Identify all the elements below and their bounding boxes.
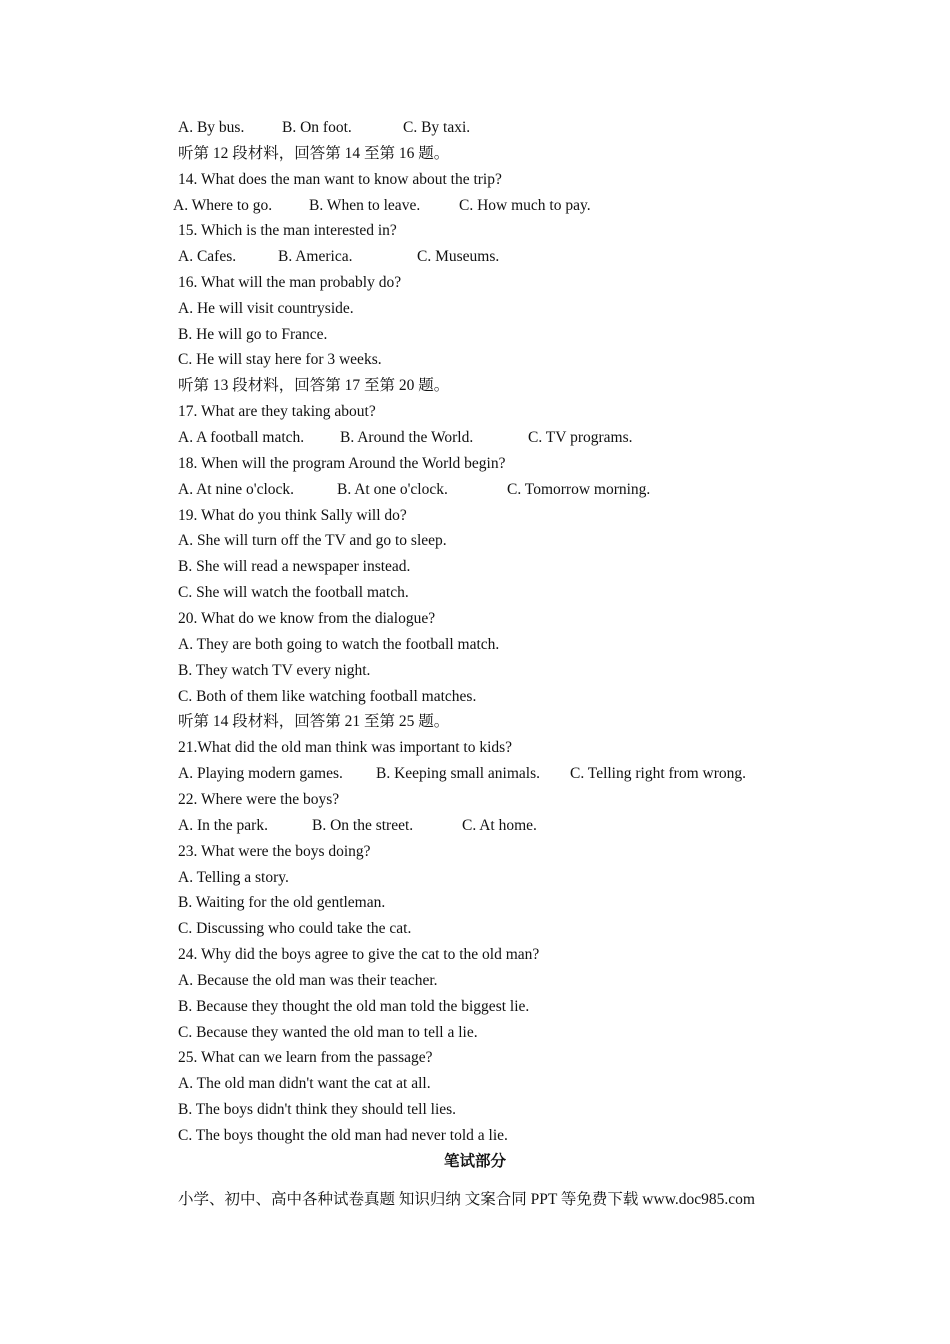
- written-section-heading: 笔试部分: [443, 1153, 506, 1170]
- section-14-instruction: 听第 14 段材料，回答第 21 至第 25 题。: [178, 713, 450, 730]
- option-b: B. At one o'clock.: [337, 481, 448, 498]
- option-b: B. On the street.: [312, 817, 414, 834]
- q19-option-a: A. She will turn off the TV and go to sleep.: [178, 532, 447, 549]
- q14-options: [173, 196, 591, 216]
- q16-option-a: A. He will visit countryside.: [178, 300, 354, 317]
- option-b: B. When to leave.: [309, 197, 421, 214]
- option-a: A. A football match.: [178, 429, 305, 446]
- option-a: A. By bus.: [178, 119, 245, 136]
- q23-option-a: A. Telling a story.: [178, 869, 289, 886]
- question-14: 14. What does the man want to know about the trip?: [178, 171, 502, 188]
- q24-option-b: B. Because they thought the old man told the biggest lie.: [178, 998, 530, 1015]
- question-23: 23. What were the boys doing?: [178, 843, 371, 860]
- option-c: C. Tomorrow morning.: [507, 481, 651, 498]
- option-b: B. America.: [278, 248, 353, 265]
- option-a: A. In the park.: [178, 817, 268, 834]
- q23-option-c: C. Discussing who could take the cat.: [178, 920, 412, 937]
- question-21: 21.What did the old man think was important to kids?: [178, 739, 513, 756]
- option-c: C. How much to pay.: [459, 197, 591, 214]
- question-25: 25. What can we learn from the passage?: [178, 1049, 433, 1066]
- section-13-instruction: 听第 13 段材料，回答第 17 至第 20 题。: [178, 377, 450, 394]
- q25-option-b: B. The boys didn't think they should tell lies.: [178, 1101, 457, 1118]
- option-c: C. TV programs.: [528, 429, 633, 446]
- q17-options: [178, 428, 633, 448]
- q16-option-c: C. He will stay here for 3 weeks.: [178, 351, 382, 368]
- option-c: C. Telling right from wrong.: [570, 765, 747, 782]
- option-b: B. On foot.: [282, 119, 352, 136]
- footer-download-note: 小学、初中、高中各种试卷真题 知识归纳 文案合同 PPT 等免费下载 www.doc985.com: [178, 1191, 755, 1208]
- question-22: 22. Where were the boys?: [178, 791, 340, 808]
- question-16: 16. What will the man probably do?: [178, 274, 402, 291]
- q25-option-a: A. The old man didn't want the cat at all.: [178, 1075, 431, 1092]
- question-18: 18. When will the program Around the World begin?: [178, 455, 506, 472]
- q23-option-b: B. Waiting for the old gentleman.: [178, 894, 386, 911]
- option-b: B. Keeping small animals.: [376, 765, 541, 782]
- question-17: 17. What are they taking about?: [178, 403, 376, 420]
- question-24: 24. Why did the boys agree to give the cat to the old man?: [178, 946, 540, 963]
- question-19: 19. What do you think Sally will do?: [178, 507, 407, 524]
- question-15: 15. Which is the man interested in?: [178, 222, 397, 239]
- q18-options: [178, 480, 651, 500]
- q15-options: [178, 247, 500, 267]
- q22-options: [178, 816, 537, 836]
- section-12-instruction: 听第 12 段材料，回答第 14 至第 16 题。: [178, 145, 450, 162]
- question-20: 20. What do we know from the dialogue?: [178, 610, 436, 627]
- option-a: A. Where to go.: [173, 197, 273, 214]
- option-a: A. At nine o'clock.: [178, 481, 295, 498]
- option-c: C. At home.: [462, 817, 537, 834]
- q19-option-b: B. She will read a newspaper instead.: [178, 558, 411, 575]
- q20-option-c: C. Both of them like watching football matches.: [178, 688, 477, 705]
- option-a: A. Cafes.: [178, 248, 237, 265]
- option-c: C. By taxi.: [403, 119, 471, 136]
- option-b: B. Around the World.: [340, 429, 474, 446]
- q20-option-a: A. They are both going to watch the football match.: [178, 636, 500, 653]
- q21-options: [178, 764, 747, 784]
- q19-option-c: C. She will watch the football match.: [178, 584, 409, 601]
- q16-option-b: B. He will go to France.: [178, 326, 328, 343]
- q24-option-a: A. Because the old man was their teacher.: [178, 972, 438, 989]
- q24-option-c: C. Because they wanted the old man to tell a lie.: [178, 1024, 478, 1041]
- option-a: A. Playing modern games.: [178, 765, 343, 782]
- q25-option-c: C. The boys thought the old man had never told a lie.: [178, 1127, 508, 1144]
- option-c: C. Museums.: [417, 248, 500, 265]
- q20-option-b: B. They watch TV every night.: [178, 662, 371, 679]
- q13-options: [178, 118, 471, 138]
